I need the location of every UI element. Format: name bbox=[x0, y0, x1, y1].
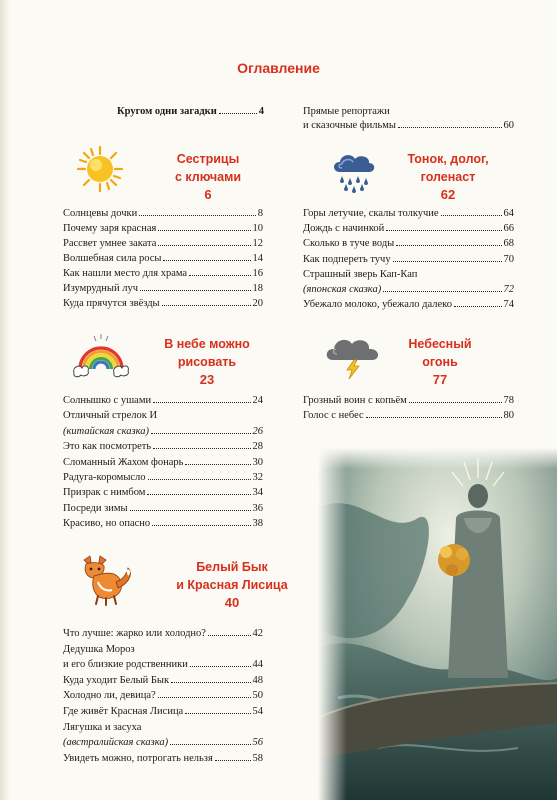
toc-entry-text: Холодно ли, девица? bbox=[63, 690, 156, 702]
section-title-line: Сестрицы bbox=[176, 152, 240, 166]
toc-entry-text: Как подпереть тучу bbox=[303, 253, 391, 265]
toc-entry-page: 80 bbox=[503, 410, 514, 421]
toc-entry-page: 24 bbox=[252, 395, 263, 406]
section-title-line: рисовать bbox=[177, 355, 237, 369]
toc-entry-page: 14 bbox=[252, 253, 263, 264]
section-page: 40 bbox=[224, 595, 240, 610]
toc-entry-page: 54 bbox=[252, 706, 263, 717]
toc-entry-page: 68 bbox=[503, 238, 514, 250]
leader-dots bbox=[153, 394, 250, 403]
rain-cloud-icon bbox=[330, 148, 378, 194]
toc-entry-text: Сломанный Жахом фонарь bbox=[63, 456, 184, 468]
toc-entry[interactable] bbox=[303, 394, 514, 408]
toc-entry-text: Горы летучие, скалы толкучие bbox=[303, 208, 439, 219]
toc-entry-text: Убежало молоко, убежало далеко bbox=[303, 299, 452, 311]
toc-entry-page: 10 bbox=[252, 223, 263, 234]
toc-entry-text: Где живёт Красная Лисица bbox=[63, 706, 184, 717]
toc-entry[interactable] bbox=[63, 425, 263, 439]
fox-icon bbox=[78, 548, 136, 606]
toc-entry-page: 8 bbox=[257, 208, 263, 219]
illustration-painting bbox=[318, 448, 557, 800]
toc-entry[interactable] bbox=[303, 253, 514, 267]
leader-dots bbox=[151, 425, 251, 434]
toc-entry-page: 38 bbox=[252, 518, 263, 530]
toc-entry-page: 26 bbox=[252, 425, 263, 437]
toc-entry-page: 64 bbox=[503, 208, 514, 219]
toc-entry-text: и его близкие родственники bbox=[63, 659, 188, 671]
toc-entry[interactable] bbox=[63, 237, 263, 251]
leader-dots bbox=[189, 267, 250, 276]
section-title-line: Белый Бык bbox=[196, 560, 268, 574]
sun-icon bbox=[76, 145, 124, 193]
toc-entry-text: Солнышко с ушами bbox=[63, 395, 152, 406]
toc-entry[interactable] bbox=[63, 207, 263, 221]
toc-entry[interactable] bbox=[303, 222, 514, 236]
leader-dots bbox=[158, 237, 250, 246]
leader-dots bbox=[163, 252, 250, 261]
leader-dots bbox=[366, 409, 502, 418]
toc-entry-text: Как нашли место для храма bbox=[63, 268, 188, 279]
toc-entry[interactable] bbox=[63, 471, 263, 485]
section-title-line: с ключами bbox=[174, 170, 242, 184]
toc-entry-text: (японская сказка) bbox=[303, 284, 382, 295]
section-page: 6 bbox=[204, 187, 212, 202]
toc-entry-text: Призрак с нимбом bbox=[63, 487, 146, 499]
leader-dots bbox=[158, 222, 250, 231]
toc-entry-page: 42 bbox=[252, 628, 263, 639]
toc-entry-page: 28 bbox=[252, 441, 263, 453]
toc-entry[interactable] bbox=[63, 674, 263, 688]
leader-dots bbox=[398, 119, 502, 128]
toc-entry[interactable] bbox=[303, 237, 514, 251]
toc-entry[interactable] bbox=[63, 267, 263, 281]
section-heading-rainbow[interactable] bbox=[155, 335, 259, 389]
toc-entry-text: Рассвет умнее заката bbox=[63, 238, 157, 249]
toc-entry[interactable] bbox=[303, 283, 514, 297]
toc-entry-page: 18 bbox=[252, 283, 263, 294]
section-title-line: и Красная Лисица bbox=[176, 578, 288, 592]
leader-dots bbox=[130, 502, 251, 511]
toc-entry[interactable] bbox=[303, 119, 514, 133]
toc-entry-line[interactable]: Страшный зверь Кап-Кап bbox=[303, 268, 418, 280]
toc-entry-page: 58 bbox=[252, 752, 263, 764]
leader-dots bbox=[148, 471, 251, 480]
leader-dots bbox=[409, 394, 502, 403]
toc-entry[interactable] bbox=[117, 105, 264, 119]
toc-entry-line[interactable]: Отличный стрелок И bbox=[63, 410, 158, 422]
leader-dots bbox=[153, 440, 250, 449]
section-title-line: В небе можно bbox=[164, 337, 250, 351]
leader-dots bbox=[152, 517, 250, 526]
leader-dots bbox=[139, 207, 256, 216]
toc-entry-line[interactable]: Прямые репортажи bbox=[303, 106, 390, 117]
toc-entry-text: (китайская сказка) bbox=[63, 425, 149, 437]
toc-entry-page: 44 bbox=[252, 659, 263, 671]
toc-entry-text: Это как посмотреть bbox=[63, 441, 152, 453]
toc-entry-text: Что лучше: жарко или холодно? bbox=[63, 628, 206, 639]
toc-entry-text: Посреди зимы bbox=[63, 502, 128, 514]
leader-dots bbox=[185, 456, 250, 465]
page-title: Оглавление bbox=[237, 60, 320, 76]
section-page: 77 bbox=[432, 372, 448, 387]
leader-dots bbox=[215, 752, 251, 761]
toc-entry-text: Куда уходит Белый Бык bbox=[63, 674, 170, 686]
toc-entry-text: Волшебная сила росы bbox=[63, 253, 162, 264]
toc-entry-text: Дождь с начинкой bbox=[303, 223, 385, 235]
toc-entry-page: 34 bbox=[252, 487, 263, 499]
leader-dots bbox=[441, 207, 502, 216]
toc-entry-text: (австралийская сказка) bbox=[63, 737, 169, 749]
leader-dots bbox=[170, 736, 250, 745]
toc-entry[interactable] bbox=[63, 689, 263, 703]
section-title-line: огонь bbox=[422, 355, 458, 369]
leader-dots bbox=[162, 297, 251, 306]
toc-entry-page: 30 bbox=[252, 456, 263, 468]
toc-entry-text: Радуга-коромысло bbox=[63, 472, 146, 483]
toc-entry-text: Почему заря красная bbox=[63, 223, 157, 234]
leader-dots bbox=[454, 298, 502, 307]
toc-entry-page: 78 bbox=[503, 395, 514, 406]
toc-entry-text: Красиво, но опасно bbox=[63, 518, 151, 530]
toc-entry-text: Увидеть можно, потрогать нельзя bbox=[63, 752, 213, 764]
leader-dots bbox=[396, 237, 501, 246]
toc-entry-text: Грозный воин с копьём bbox=[303, 395, 407, 406]
leader-dots bbox=[190, 658, 251, 667]
section-heading-sun[interactable] bbox=[158, 150, 258, 204]
section-title-line: голенаст bbox=[420, 170, 476, 184]
toc-entry[interactable] bbox=[63, 736, 263, 750]
leader-dots bbox=[393, 253, 502, 262]
section-title-line: Тонок, долог, bbox=[407, 152, 489, 166]
toc-entry-page: 74 bbox=[503, 299, 514, 311]
toc-entry[interactable] bbox=[63, 297, 263, 311]
toc-entry-text: Солнцевы дочки bbox=[63, 208, 138, 219]
toc-entry-page: 20 bbox=[252, 298, 263, 309]
section-page: 23 bbox=[199, 372, 215, 387]
toc-entry-page: 4 bbox=[258, 106, 264, 117]
toc-entry[interactable] bbox=[63, 394, 263, 408]
section-heading-rain[interactable] bbox=[392, 150, 504, 204]
storm-cloud-icon bbox=[323, 330, 383, 380]
leader-dots bbox=[208, 627, 251, 636]
toc-entry[interactable] bbox=[303, 207, 514, 221]
toc-entry-page: 66 bbox=[503, 223, 514, 235]
toc-entry[interactable] bbox=[63, 517, 263, 531]
rainbow-icon bbox=[72, 333, 130, 379]
toc-entry-page: 36 bbox=[252, 502, 263, 514]
toc-entry-line[interactable]: Дедушка Мороз bbox=[63, 643, 135, 655]
leader-dots bbox=[383, 283, 501, 292]
toc-entry-line[interactable]: Лягушка и засуха bbox=[63, 721, 142, 733]
section-page: 62 bbox=[440, 187, 456, 202]
toc-entry-text: Изумрудный луч bbox=[63, 283, 138, 294]
toc-entry-page: 16 bbox=[252, 268, 263, 279]
leader-dots bbox=[171, 674, 250, 683]
toc-entry-page: 72 bbox=[503, 284, 514, 295]
toc-entry-text: и сказочные фильмы bbox=[303, 120, 396, 131]
leader-dots bbox=[147, 486, 250, 495]
toc-entry-page: 56 bbox=[252, 737, 263, 749]
leader-dots bbox=[219, 105, 257, 114]
toc-entry[interactable] bbox=[303, 409, 514, 423]
toc-entry[interactable] bbox=[63, 282, 263, 296]
section-heading-fox[interactable] bbox=[172, 558, 292, 612]
leader-dots bbox=[386, 222, 501, 231]
leader-dots bbox=[185, 705, 250, 714]
leader-dots bbox=[140, 282, 251, 291]
toc-entry[interactable] bbox=[63, 486, 263, 500]
toc-entry-text: Сколько в туче воды bbox=[303, 238, 395, 250]
toc-entry[interactable] bbox=[63, 252, 263, 266]
toc-entry-page: 60 bbox=[503, 120, 514, 131]
toc-entry[interactable] bbox=[63, 705, 263, 719]
toc-entry[interactable] bbox=[63, 502, 263, 516]
toc-entry[interactable] bbox=[63, 440, 263, 454]
toc-entry[interactable] bbox=[63, 222, 263, 236]
toc-entry[interactable] bbox=[63, 627, 263, 641]
toc-entry-page: 12 bbox=[252, 238, 263, 249]
toc-entry-text: Кругом одни загадки bbox=[117, 106, 217, 117]
toc-entry-page: 70 bbox=[503, 253, 514, 265]
section-title-line: Небесный bbox=[408, 337, 472, 351]
toc-entry[interactable] bbox=[303, 298, 514, 312]
toc-entry-page: 48 bbox=[252, 674, 263, 686]
page-edge bbox=[0, 0, 10, 800]
toc-entry-text: Куда прячутся звёзды bbox=[63, 298, 160, 309]
toc-entry-page: 50 bbox=[252, 690, 263, 702]
toc-entry-page: 32 bbox=[252, 472, 263, 483]
toc-entry[interactable] bbox=[63, 456, 263, 470]
section-heading-storm[interactable] bbox=[395, 335, 485, 389]
toc-entry-text: Голос с небес bbox=[303, 410, 364, 421]
toc-entry[interactable] bbox=[63, 658, 263, 672]
leader-dots bbox=[158, 689, 251, 698]
toc-entry[interactable] bbox=[63, 752, 263, 766]
